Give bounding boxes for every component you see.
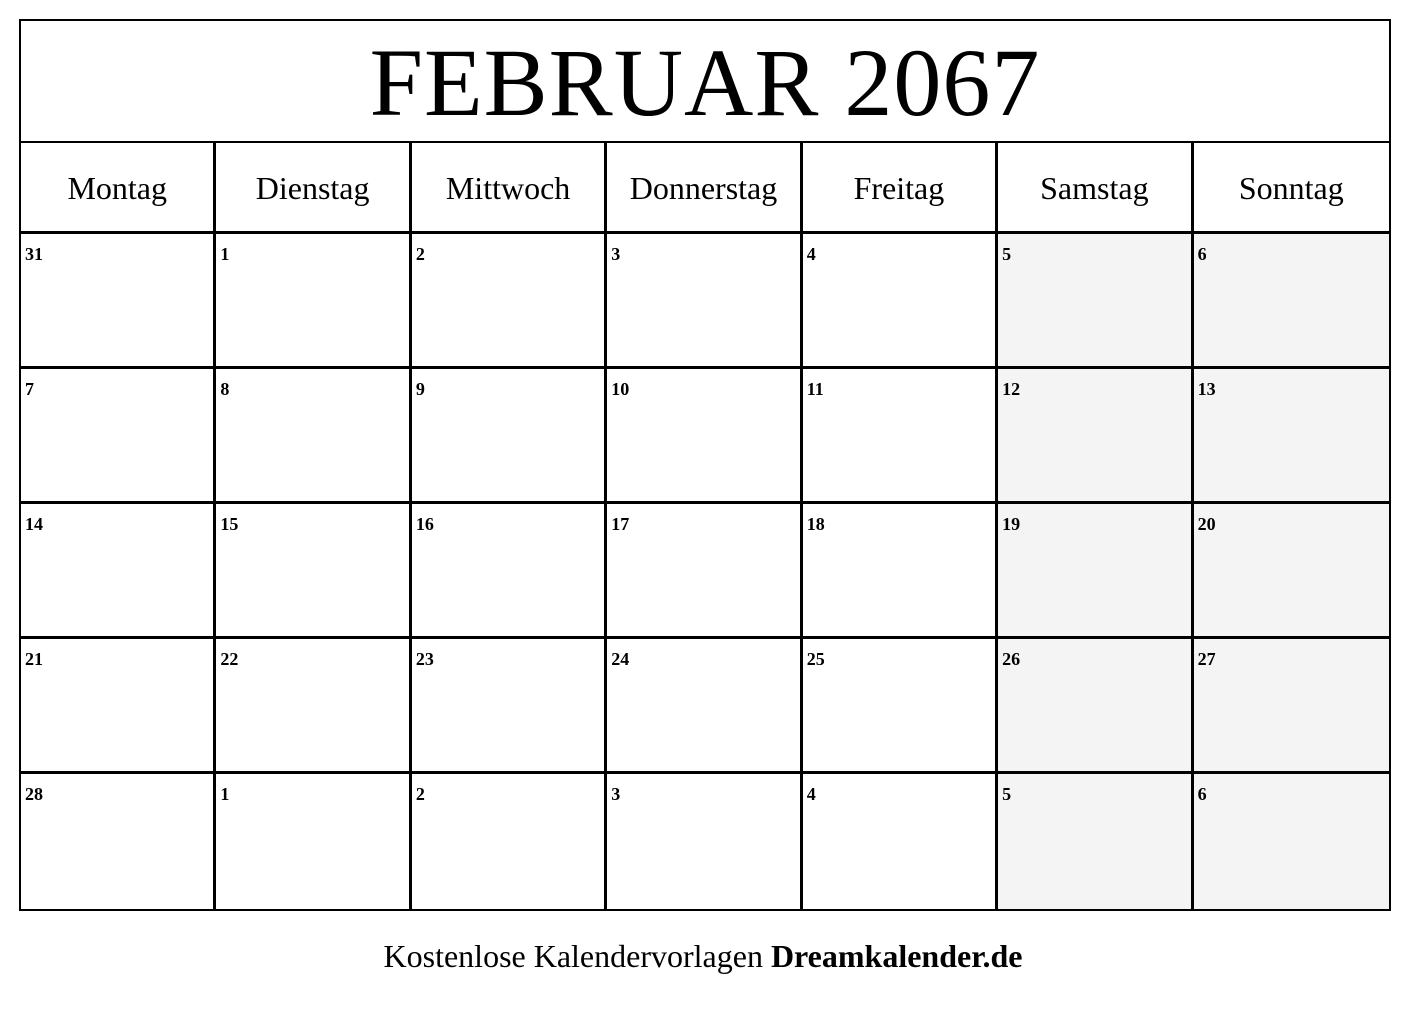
- day-number: 15: [220, 514, 239, 534]
- day-cell: [216, 234, 411, 369]
- day-number: 22: [220, 649, 239, 669]
- weekday-thursday: Donnerstag: [607, 143, 802, 231]
- day-number: 7: [25, 379, 34, 399]
- day-cell: [1194, 639, 1389, 774]
- day-cell: [607, 369, 802, 504]
- day-number: 21: [25, 649, 43, 669]
- day-cell: [21, 639, 216, 774]
- day-cell: [803, 369, 998, 504]
- day-number: 24: [611, 649, 630, 669]
- day-number: 19: [1002, 514, 1021, 534]
- day-cell: [803, 234, 998, 369]
- day-number: 9: [415, 379, 425, 399]
- day-number: 28: [25, 784, 43, 804]
- day-number: 6: [1197, 784, 1207, 804]
- day-cell: [412, 369, 607, 504]
- day-number: 27: [1197, 649, 1216, 669]
- day-number: 1: [220, 784, 230, 804]
- day-cell: [1194, 504, 1389, 639]
- calendar-title-bar: [21, 21, 1389, 143]
- day-number: 8: [220, 379, 230, 399]
- calendar: [19, 19, 1391, 911]
- day-cell: [216, 369, 411, 504]
- day-number: 4: [806, 784, 816, 804]
- day-number: 20: [1197, 514, 1216, 534]
- day-cell: [803, 504, 998, 639]
- day-number: 3: [611, 244, 621, 264]
- calendar-title: FEBRUAR 2067: [369, 29, 1041, 136]
- day-cell: [803, 774, 998, 909]
- footer-text: Kostenlose Kalendervorlagen: [383, 938, 763, 974]
- day-cell: [21, 504, 216, 639]
- day-cell: [607, 639, 802, 774]
- day-cell: [216, 639, 411, 774]
- day-number: 18: [806, 514, 825, 534]
- day-number: 5: [1002, 784, 1012, 804]
- day-number: 5: [1002, 244, 1012, 264]
- day-number: 2: [415, 244, 425, 264]
- day-cell: [1194, 369, 1389, 504]
- day-cell: [998, 234, 1193, 369]
- weekday-tuesday: Dienstag: [216, 143, 411, 231]
- day-number: 31: [25, 244, 43, 264]
- day-cell: [21, 774, 216, 909]
- day-cell: [803, 639, 998, 774]
- day-number: 17: [611, 514, 630, 534]
- day-number: 25: [806, 649, 825, 669]
- day-cell: [1194, 234, 1389, 369]
- day-cell: [412, 639, 607, 774]
- day-cell: [998, 639, 1193, 774]
- day-number: 16: [415, 514, 434, 534]
- day-cell: [216, 504, 411, 639]
- day-cell: [21, 234, 216, 369]
- weekday-saturday: Samstag: [998, 143, 1193, 231]
- day-number: 14: [25, 514, 43, 534]
- weekday-friday: Freitag: [803, 143, 998, 231]
- footer: [0, 938, 1406, 975]
- day-number: 13: [1197, 379, 1216, 399]
- day-number: 23: [415, 649, 434, 669]
- day-cell: [216, 774, 411, 909]
- day-cell: [607, 774, 802, 909]
- weekday-sunday: Sonntag: [1238, 169, 1344, 206]
- day-number: 10: [611, 379, 630, 399]
- day-cell: [412, 504, 607, 639]
- day-number: 1: [220, 244, 230, 264]
- day-cell: [998, 369, 1193, 504]
- day-cell: [412, 234, 607, 369]
- day-number: 12: [1002, 379, 1021, 399]
- day-cell: [1194, 774, 1389, 909]
- day-cell: [998, 774, 1193, 909]
- day-cell: [998, 504, 1193, 639]
- footer-brand: Dreamkalender.de: [770, 938, 1023, 974]
- day-number: 4: [806, 244, 816, 264]
- day-number: 6: [1197, 244, 1207, 264]
- day-cell: [21, 369, 216, 504]
- day-number: 2: [415, 784, 425, 804]
- weekday-header-row: [21, 143, 1389, 234]
- day-cell: [412, 774, 607, 909]
- weekday-monday: Montag: [21, 143, 216, 231]
- day-number: 3: [611, 784, 621, 804]
- day-cell: [607, 504, 802, 639]
- day-number: 26: [1002, 649, 1021, 669]
- weekday-wednesday: Mittwoch: [412, 143, 607, 231]
- calendar-grid: [21, 234, 1389, 909]
- day-number: 11: [806, 379, 824, 399]
- day-cell: [607, 234, 802, 369]
